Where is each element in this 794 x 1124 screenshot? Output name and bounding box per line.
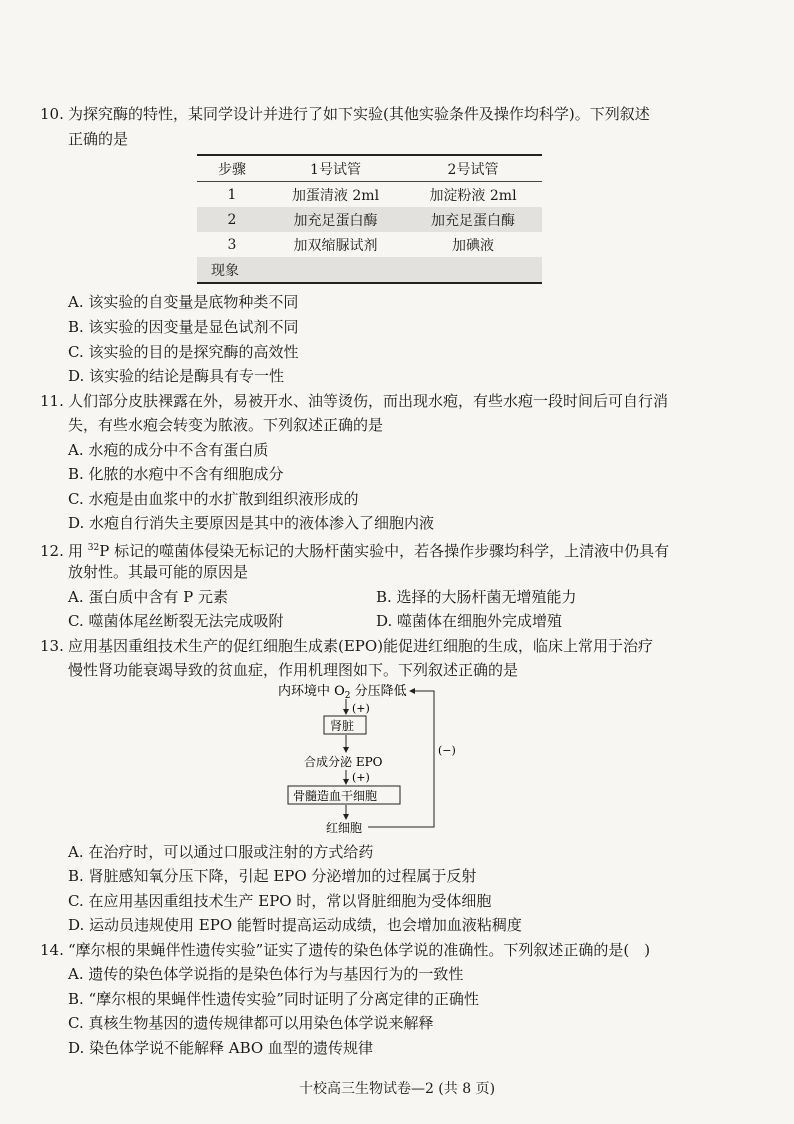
table-row xyxy=(197,182,542,208)
table-cell: 加淀粉液 2ml xyxy=(429,187,517,204)
table-row xyxy=(197,257,542,283)
table-cell: 现象 xyxy=(211,262,239,279)
page-footer: 十校高三生物试卷—2 (共 8 页) xyxy=(298,1081,496,1097)
option-a: A. 该实验的自变量是底物种类不同 xyxy=(68,293,299,311)
question-number: 14. xyxy=(40,941,64,959)
table-header-row xyxy=(197,155,542,182)
table-cell: 加充足蛋白酶 xyxy=(293,212,378,229)
option-d: D. 运动员违规使用 EPO 能暂时提高运动成绩，也会增加血液粘稠度 xyxy=(68,916,522,934)
option-d: D. 染色体学说不能解释 ABO 血型的遗传规律 xyxy=(68,1039,373,1057)
option-a: A. 水疱的成分中不含有蛋白质 xyxy=(68,441,269,459)
option-a: A. 遗传的染色体学说指的是染色体行为与基因行为的一致性 xyxy=(68,965,464,983)
table-cell: 加蛋清液 2ml xyxy=(291,187,380,204)
question-12-stem-cont: 放射性。其最可能的原因是 xyxy=(68,563,249,581)
red-blood-cell-label: 红细胞 xyxy=(326,821,363,834)
option-c: C. 噬菌体尾丝断裂无法完成吸附 xyxy=(68,612,284,630)
question-number: 12. xyxy=(40,542,64,560)
option-a: A. 在治疗时，可以通过口服或注射的方式给药 xyxy=(68,843,374,861)
table-cell: 2 xyxy=(227,211,237,228)
option-c: C. 真核生物基因的遗传规律都可以用染色体学说来解释 xyxy=(68,1014,434,1032)
question-10-stem-cont: 正确的是 xyxy=(68,130,129,148)
inhibit-label: (−) xyxy=(438,744,456,757)
question-number: 10. xyxy=(40,105,64,123)
table-cell: 加充足蛋白酶 xyxy=(431,212,515,229)
table-cell: 加双缩脲试剂 xyxy=(293,237,378,254)
table-row xyxy=(197,207,542,232)
question-11-stem: 11. 人们部分皮肤裸露在外，易被开水、油等烫伤，而出现水疱，有些水疱一段时间后可自行消 xyxy=(40,389,760,414)
isotope-superscript: 32 xyxy=(87,543,100,553)
question-12-stem: 12. 用 $^{32}$P 标记的噬菌体侵染无标记的大肠杆菌实验中，若各操作步骤均科学，上清液中仍具有 xyxy=(40,536,760,564)
option-c: C. 该实验的目的是探究酶的高效性 xyxy=(68,343,299,361)
table-cell xyxy=(267,257,404,283)
question-13-stem-cont: 慢性肾功能衰竭导致的贫血症，作用机理图如下。下列叙述正确的是 xyxy=(68,661,519,679)
option-c: C. 水疱是由血浆中的水扩散到组织液形成的 xyxy=(68,490,359,508)
question-number: 11. xyxy=(40,392,64,410)
option-b: B. 选择的大肠杆菌无增殖能力 xyxy=(376,588,577,606)
option-c: C. 在应用基因重组技术生产 EPO 时，常以肾脏细胞为受体细胞 xyxy=(68,892,492,910)
stimulate-label: (+) xyxy=(352,702,370,715)
option-b: B. “摩尔根的果蝇伴性遗传实验”同时证明了分离定律的正确性 xyxy=(68,990,479,1008)
stimulate-label: (+) xyxy=(352,771,370,784)
bone-marrow-label: 骨髓造血干细胞 xyxy=(293,789,378,803)
table-header: 步骤 xyxy=(218,161,246,178)
kidney-label: 肾脏 xyxy=(330,719,355,733)
question-number: 13. xyxy=(40,637,64,655)
question-14-stem: 14. “摩尔根的果蝇伴性遗传实验”证实了遗传的染色体学说的准确性。下列叙述正确的是( ) xyxy=(40,938,760,963)
option-b: B. 化脓的水疱中不含有细胞成分 xyxy=(68,465,284,483)
question-10-stem: 10. 为探究酶的特性，某同学设计并进行了如下实验(其他实验条件及操作均科学)。下列叙述 xyxy=(40,102,760,127)
option-d: D. 水疱自行消失主要原因是其中的液体渗入了细胞内液 xyxy=(68,514,435,532)
table-cell: 3 xyxy=(227,236,237,253)
experiment-table xyxy=(197,154,542,284)
table-header: 1号试管 xyxy=(310,161,361,178)
epo-mechanism-diagram xyxy=(270,682,470,834)
option-d: D. 该实验的结论是酶具有专一性 xyxy=(68,367,285,385)
option-b: B. 肾脏感知氧分压下降，引起 EPO 分泌增加的过程属于反射 xyxy=(68,867,477,885)
option-b: B. 该实验的因变量是显色试剂不同 xyxy=(68,318,299,336)
table-row xyxy=(197,232,542,257)
table-cell xyxy=(404,257,542,283)
option-a: A. 蛋白质中含有 P 元素 xyxy=(68,588,228,606)
table-cell: 加碘液 xyxy=(452,237,494,254)
table-header: 2号试管 xyxy=(447,161,499,178)
diagram-top-label: 内环境中 $O_2$ 分压降低 xyxy=(278,684,407,701)
question-13-stem: 13. 应用基因重组技术生产的促红细胞生成素(EPO)能促进红细胞的生成，临床上常用于治疗 xyxy=(40,634,760,659)
question-11-stem-cont: 失，有些水疱会转变为脓液。下列叙述正确的是 xyxy=(68,416,384,434)
option-d: D. 噬菌体在细胞外完成增殖 xyxy=(376,612,563,630)
epo-secretion-label: 合成分泌 EPO xyxy=(304,755,383,769)
table-cell: 1 xyxy=(227,186,237,203)
